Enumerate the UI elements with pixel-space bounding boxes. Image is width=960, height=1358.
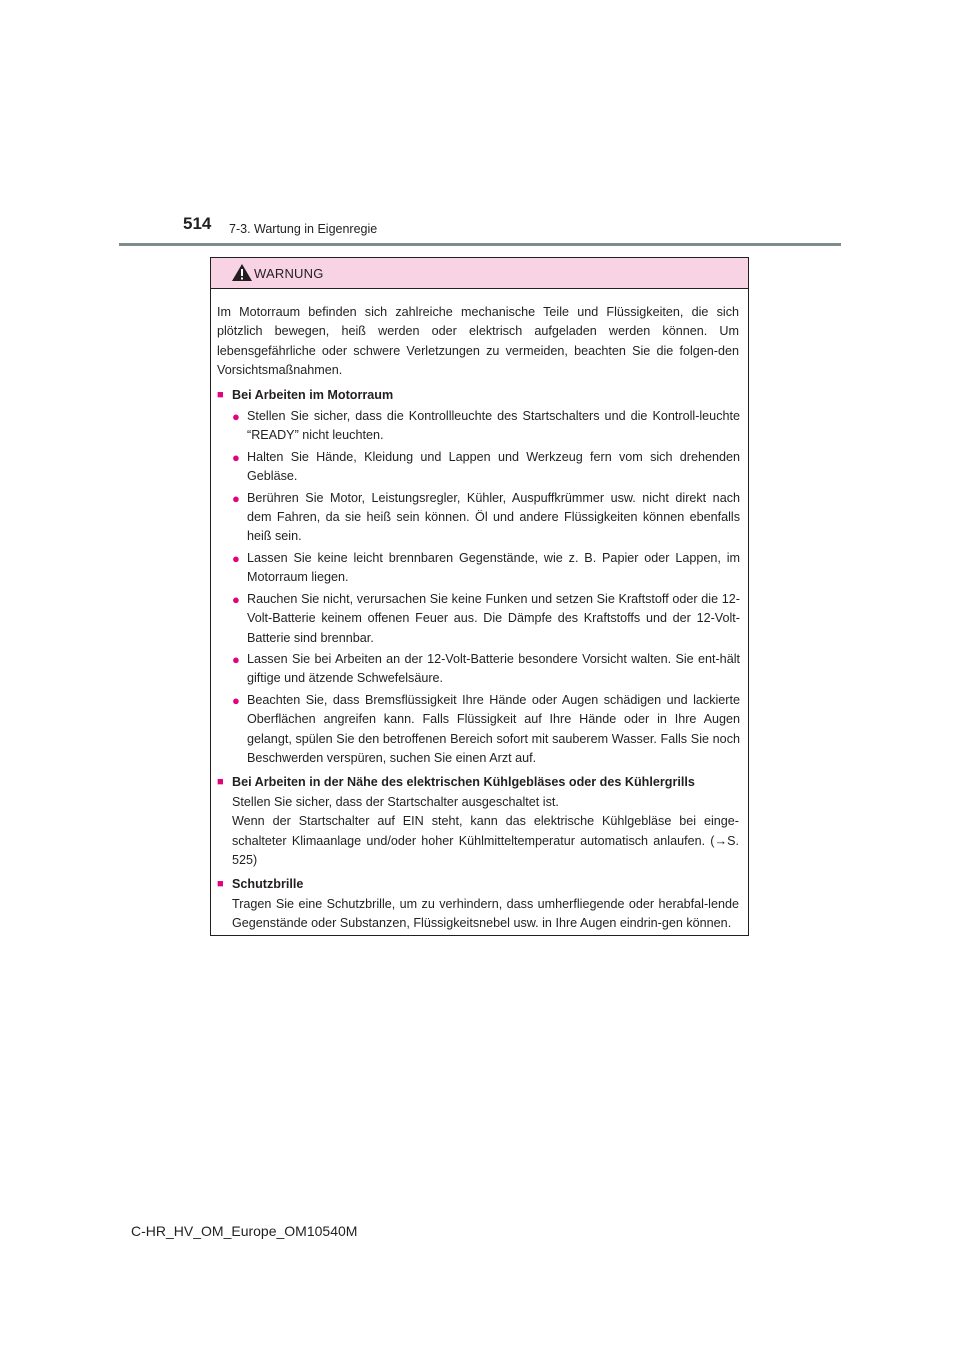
section-heading-text: Bei Arbeiten in der Nähe des elektrischen Kühlgebläses oder des Kühlergrills (232, 775, 695, 790)
section-heading (217, 386, 742, 405)
document-id: C-HR_HV_OM_Europe_OM10540M (131, 1223, 358, 1239)
warning-triangle-icon (231, 263, 253, 282)
section-text: Tragen Sie eine Schutzbrille, um zu verhindern, dass umherfliegende oder herabfal-lende Gegenstände oder Substanzen, Flüssigkeitsnebel usw. in Ihre Augen eindrin-gen können. (232, 896, 739, 931)
section-heading-text: Schutzbrille (232, 877, 304, 892)
list-item (232, 590, 742, 648)
bullet-list (232, 407, 742, 768)
circle-bullet-icon: ● (232, 550, 240, 566)
warning-body (211, 289, 748, 934)
warning-intro: Im Motorraum befinden sich zahlreiche mechanische Teile und Flüssigkeiten, die sich plötzlich bewegen, heiß werden oder elektrisch aufgeladen werden können. Um lebensgefährliche oder schwere Verletzungen zu vermeiden, beachten Sie die folgen-den Vorsichtsmaßnahmen. (217, 305, 739, 378)
list-item-text: Halten Sie Hände, Kleidung und Lappen und Werkzeug fern vom sich drehenden Gebläse. (247, 449, 740, 484)
list-item (232, 448, 742, 487)
list-item (232, 407, 742, 446)
circle-bullet-icon: ● (232, 409, 240, 425)
list-item-text: Beachten Sie, dass Bremsflüssigkeit Ihre Hände oder Augen schädigen und lackierte Oberflächen angreifen kann. Falls Flüssigkeit auf Ihre Hände oder in Ihre Augen gelangt, spülen Sie den betroffenen Bereich sofort mit sauberem Wasser. Falls Sie noch Beschwerden verspüren, suchen Sie einen Arzt auf. (247, 692, 740, 765)
list-item (232, 650, 742, 689)
list-item (232, 549, 742, 588)
list-item-text: Stellen Sie sicher, dass die Kontrollleuchte des Startschalters und die Kontroll-leuchte “READY” nicht leuchten. (247, 409, 740, 443)
circle-bullet-icon: ● (232, 490, 240, 506)
section-heading (217, 773, 742, 792)
section-schutzbrille (217, 875, 742, 933)
section-title: 7-3. Wartung in Eigenregie (229, 222, 378, 236)
circle-bullet-icon: ● (232, 591, 240, 607)
square-bullet-icon: ■ (217, 388, 224, 401)
list-item-text: Berühren Sie Motor, Leistungsregler, Kühler, Auspuffkrümmer usw. nicht direkt nach dem Fahren, da sie heiß sein können. Öl und andere Flüssigkeiten können ebenfalls heiß sein. (247, 490, 740, 544)
warning-title: WARNUNG (254, 266, 324, 281)
circle-bullet-icon: ● (232, 651, 240, 667)
square-bullet-icon: ■ (217, 878, 224, 891)
circle-bullet-icon: ● (232, 692, 240, 708)
circle-bullet-icon: ● (232, 449, 240, 465)
list-item-text: Lassen Sie bei Arbeiten an der 12-Volt-Batterie besondere Vorsicht walten. Sie ent-hält giftige und ätzende Schwefelsäure. (247, 651, 740, 686)
list-item (232, 489, 742, 547)
header-rule (119, 243, 841, 246)
section-motorraum (217, 386, 742, 769)
square-bullet-icon: ■ (217, 776, 224, 789)
list-item-text: Lassen Sie keine leicht brennbaren Gegenstände, wie z. B. Papier oder Lappen, im Motorraum liegen. (247, 550, 740, 585)
section-text (232, 793, 742, 871)
page-number: 514 (183, 214, 212, 233)
section-text-line: Stellen Sie sicher, dass der Startschalter ausgeschaltet ist. (232, 794, 559, 809)
list-item (232, 691, 742, 769)
section-kuehlgeblaese (217, 773, 742, 870)
section-text-line: Wenn der Startschalter auf EIN steht, kann das elektrische Kühlgebläse bei einge-schalteter Klimaanlage und/oder hoher Kühlmitteltemperatur automatisch anlaufen. (→S. 525) (232, 814, 739, 867)
warning-header (211, 258, 748, 289)
warning-box (210, 257, 749, 936)
section-heading (217, 875, 742, 894)
list-item-text: Rauchen Sie nicht, verursachen Sie keine Funken und setzen Sie Kraftstoff oder die 12-Volt-Batterie keinem offenen Feuer aus. Die Dämpfe des Kraftstoffs und der 12-Volt-Batterie sind brennbar. (247, 591, 740, 645)
section-heading-text: Bei Arbeiten im Motorraum (232, 387, 394, 402)
